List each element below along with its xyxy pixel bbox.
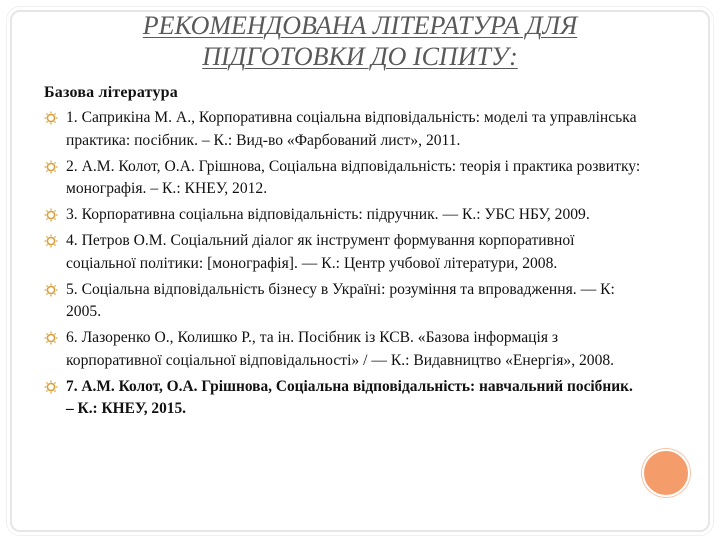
list-item-text: 5. Соціальна відповідальність бізнесу в Україні: розуміння та впровадження. — К: 2005. xyxy=(66,280,615,320)
list-item xyxy=(44,204,644,227)
list-item xyxy=(44,230,644,275)
sun-ring-bullet-icon xyxy=(44,160,58,174)
literature-list xyxy=(44,107,644,424)
title-line-2: ПІДГОТОВКИ ДО ІСПИТУ: xyxy=(202,42,518,71)
list-item-text: 2. А.М. Колот, О.А. Грішнова, Соціальна відповідальність: теорія і практика розвитку: монографія. – К.: КНЕУ, 2012. xyxy=(66,157,641,197)
sun-ring-bullet-icon xyxy=(44,111,58,125)
orange-circle-icon xyxy=(642,449,690,497)
list-item-text: 4. Петров О.М. Соціальний діалог як інструмент формування корпоративної соціальної політики: [монографія]. — К.: Центр учбової літератури, 2008. xyxy=(66,232,575,272)
section-heading: Базова література xyxy=(44,84,178,101)
list-item-text: 3. Корпоративна соціальна відповідальність: підручник. — К.: УБС НБУ, 2009. xyxy=(66,206,590,223)
list-item xyxy=(44,107,644,152)
list-item xyxy=(44,376,644,421)
list-item-text: 1. Саприкіна М. А., Корпоративна соціальна відповідальність: моделі та управлінська практика: посібник. – К.: Вид-во «Фарбований лист», 2011. xyxy=(66,109,637,149)
sun-ring-bullet-icon xyxy=(44,234,58,248)
list-item xyxy=(44,327,644,372)
sun-ring-bullet-icon xyxy=(44,380,58,394)
sun-ring-bullet-icon xyxy=(44,208,58,222)
sun-ring-bullet-icon xyxy=(44,283,58,297)
title-line-1: РЕКОМЕНДОВАНА ЛІТЕРАТУРА ДЛЯ xyxy=(142,11,578,40)
list-item-text: 7. А.М. Колот, О.А. Грішнова, Соціальна відповідальність: навчальний посібник. – К.: КНЕУ, 2015. xyxy=(66,377,633,417)
sun-ring-bullet-icon xyxy=(44,331,58,345)
list-item xyxy=(44,156,644,201)
slide-title xyxy=(40,10,680,72)
list-item-text: 6. Лазоренко О., Колишко Р., та ін. Посібник із КСВ. «Базова інформація з корпоративної соціальної відповідальності» / — К.: Видавництво «Енергія», 2008. xyxy=(66,329,615,369)
list-item xyxy=(44,279,644,324)
